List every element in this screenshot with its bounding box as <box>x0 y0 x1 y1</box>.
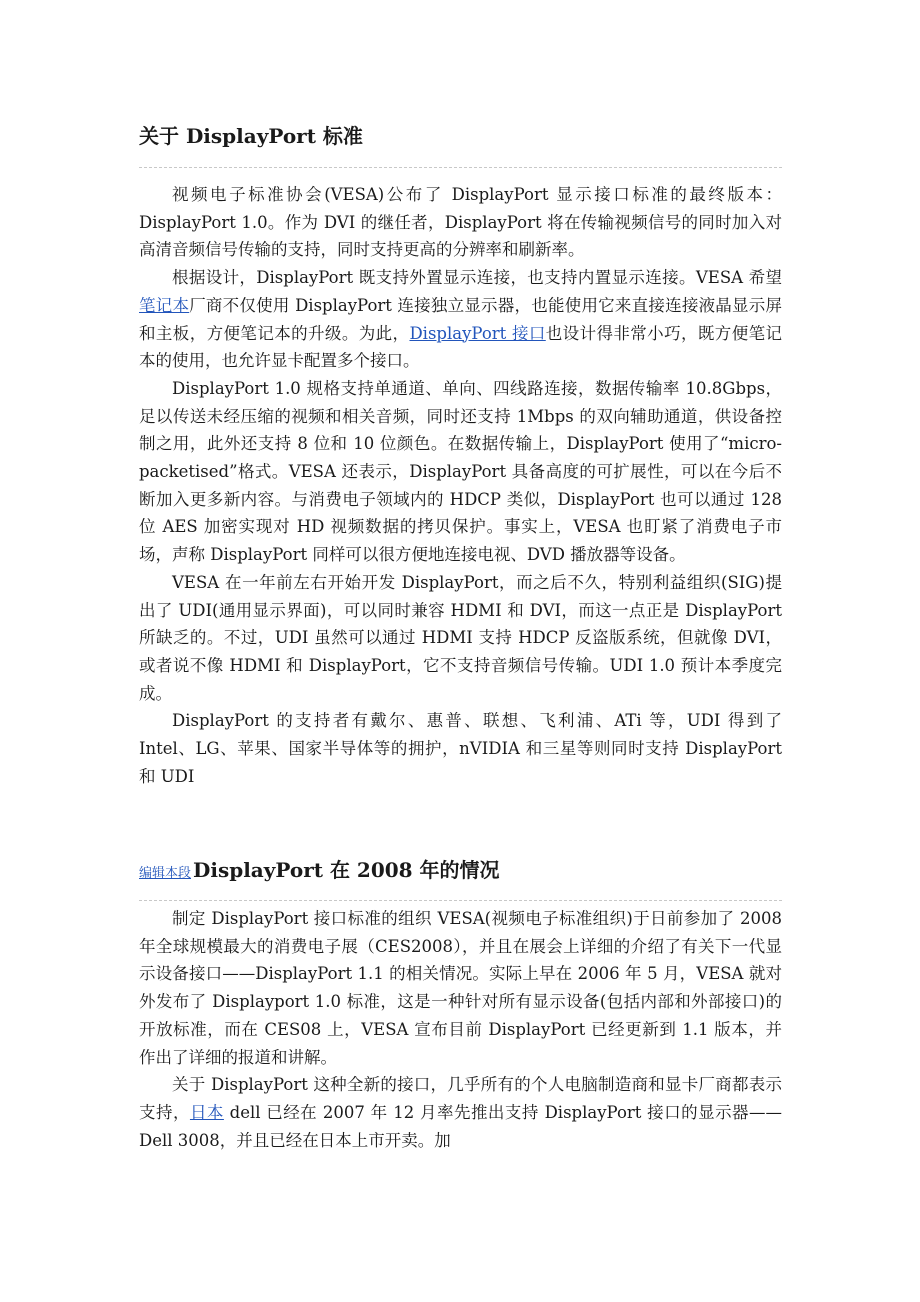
section-body-2008 <box>139 905 782 1154</box>
paragraph-text: 关于 DisplayPort 这种全新的接口，几乎所有的个人电脑制造商和显卡厂商都表示支持， <box>139 1075 782 1122</box>
section-title: 关于 DisplayPort 标准 <box>139 124 363 148</box>
paragraph <box>139 569 782 708</box>
section-body <box>139 181 782 790</box>
paragraph <box>139 181 782 264</box>
link-notebook[interactable]: 笔记本 <box>139 295 190 315</box>
paragraph <box>139 1071 782 1154</box>
paragraph-text: DisplayPort 1.0 规格支持单通道、单向、四线路连接，数据传输率 10.8Gbps，足以传送未经压缩的视频和相关音频，同时还支持 1Mbps 的双向辅助通道，供设备控制之用，此外还支持 8 位和 10 位颜色。在数据传输上，DisplayPort 使用了“micro-packetised”格式。VESA 还表示，DisplayPort 具备高度的可扩展性，可以在今后不断加入更多新内容。与消费电子领域内的 HDCP 类似，DisplayPort 也可以通过 128 位 AES 加密实现对 HD 视频数据的拷贝保护。事实上，VESA 也盯紧了消费电子市场，声称 DisplayPort 同样可以很方便地连接电视、DVD 播放器等设备。 <box>139 378 782 565</box>
section-title-text: DisplayPort 在 2008 年的情况 <box>193 858 500 882</box>
paragraph-text: 也设计得非常小巧，既方便笔记本的使用，也允许显卡配置多个接口。 <box>139 323 783 371</box>
paragraph <box>139 905 782 1071</box>
paragraph-text: VESA 在一年前左右开始开发 DisplayPort，而之后不久，特别利益组织(SIG)提出了 UDI(通用显示界面)，可以同时兼容 HDMI 和 DVI，而这一点正是 DisplayPort 所缺乏的。不过，UDI 虽然可以通过 HDMI 支持 HDCP 反盗版系统，但就像 DVI，或者说不像 HDMI 和 DisplayPort，它不支持音频信号传输。UDI 1.0 预计本季度完成。 <box>139 572 782 703</box>
paragraph <box>139 264 782 375</box>
link-japan[interactable]: 日本 <box>189 1102 224 1122</box>
paragraph-text: 视频电子标准协会(VESA)公布了 DisplayPort 显示接口标准的最终版本：DisplayPort 1.0。作为 DVI 的继任者，DisplayPort 将在传输视频信号的同时加入对高清音频信号传输的支持，同时支持更高的分辨率和刷新率。 <box>139 185 782 260</box>
section-divider <box>139 900 782 901</box>
paragraph-text: 厂商不仅使用 DisplayPort 连接独立显示器，也能使用它来直接连接液晶显示屏和主板，方便笔记本的升级。为此， <box>139 295 782 343</box>
paragraph-text: DisplayPort 的支持者有戴尔、惠普、联想、飞利浦、ATi 等，UDI 得到了 Intel、LG、苹果、国家半导体等的拥护，nVIDIA 和三星等则同时支持 DisplayPort 和 UDI <box>139 711 782 786</box>
paragraph-text: dell 已经在 2007 年 12 月率先推出支持 DisplayPort 接口的显示器——Dell 3008，并且已经在日本上市开卖。加 <box>139 1102 783 1150</box>
paragraph-text: 制定 DisplayPort 接口标准的组织 VESA(视频电子标准组织)于日前参加了 2008 年全球规模最大的消费电子展（CES2008），并且在展会上详细的介绍了有关下一代显示设备接口——DisplayPort 1.1 的相关情况。实际上早在 2006 年 5 月，VESA 就对外发布了 Displayport 1.0 标准，这是一种针对所有显示设备(包括内部和外部接口)的开放标准，而在 CES08 上，VESA 宣布目前 DisplayPort 已经更新到 1.1 版本，并作出了详细的报道和讲解。 <box>139 909 782 1067</box>
paragraph <box>139 707 782 790</box>
section-title-2008 <box>139 857 500 887</box>
edit-section-link[interactable]: 编辑本段 <box>139 866 192 881</box>
link-displayport-interface[interactable]: DisplayPort 接口 <box>409 323 546 343</box>
section-divider <box>139 167 782 168</box>
paragraph <box>139 375 782 569</box>
paragraph-text: 根据设计，DisplayPort 既支持外置显示连接，也支持内置显示连接。VESA 希望 <box>172 268 782 288</box>
